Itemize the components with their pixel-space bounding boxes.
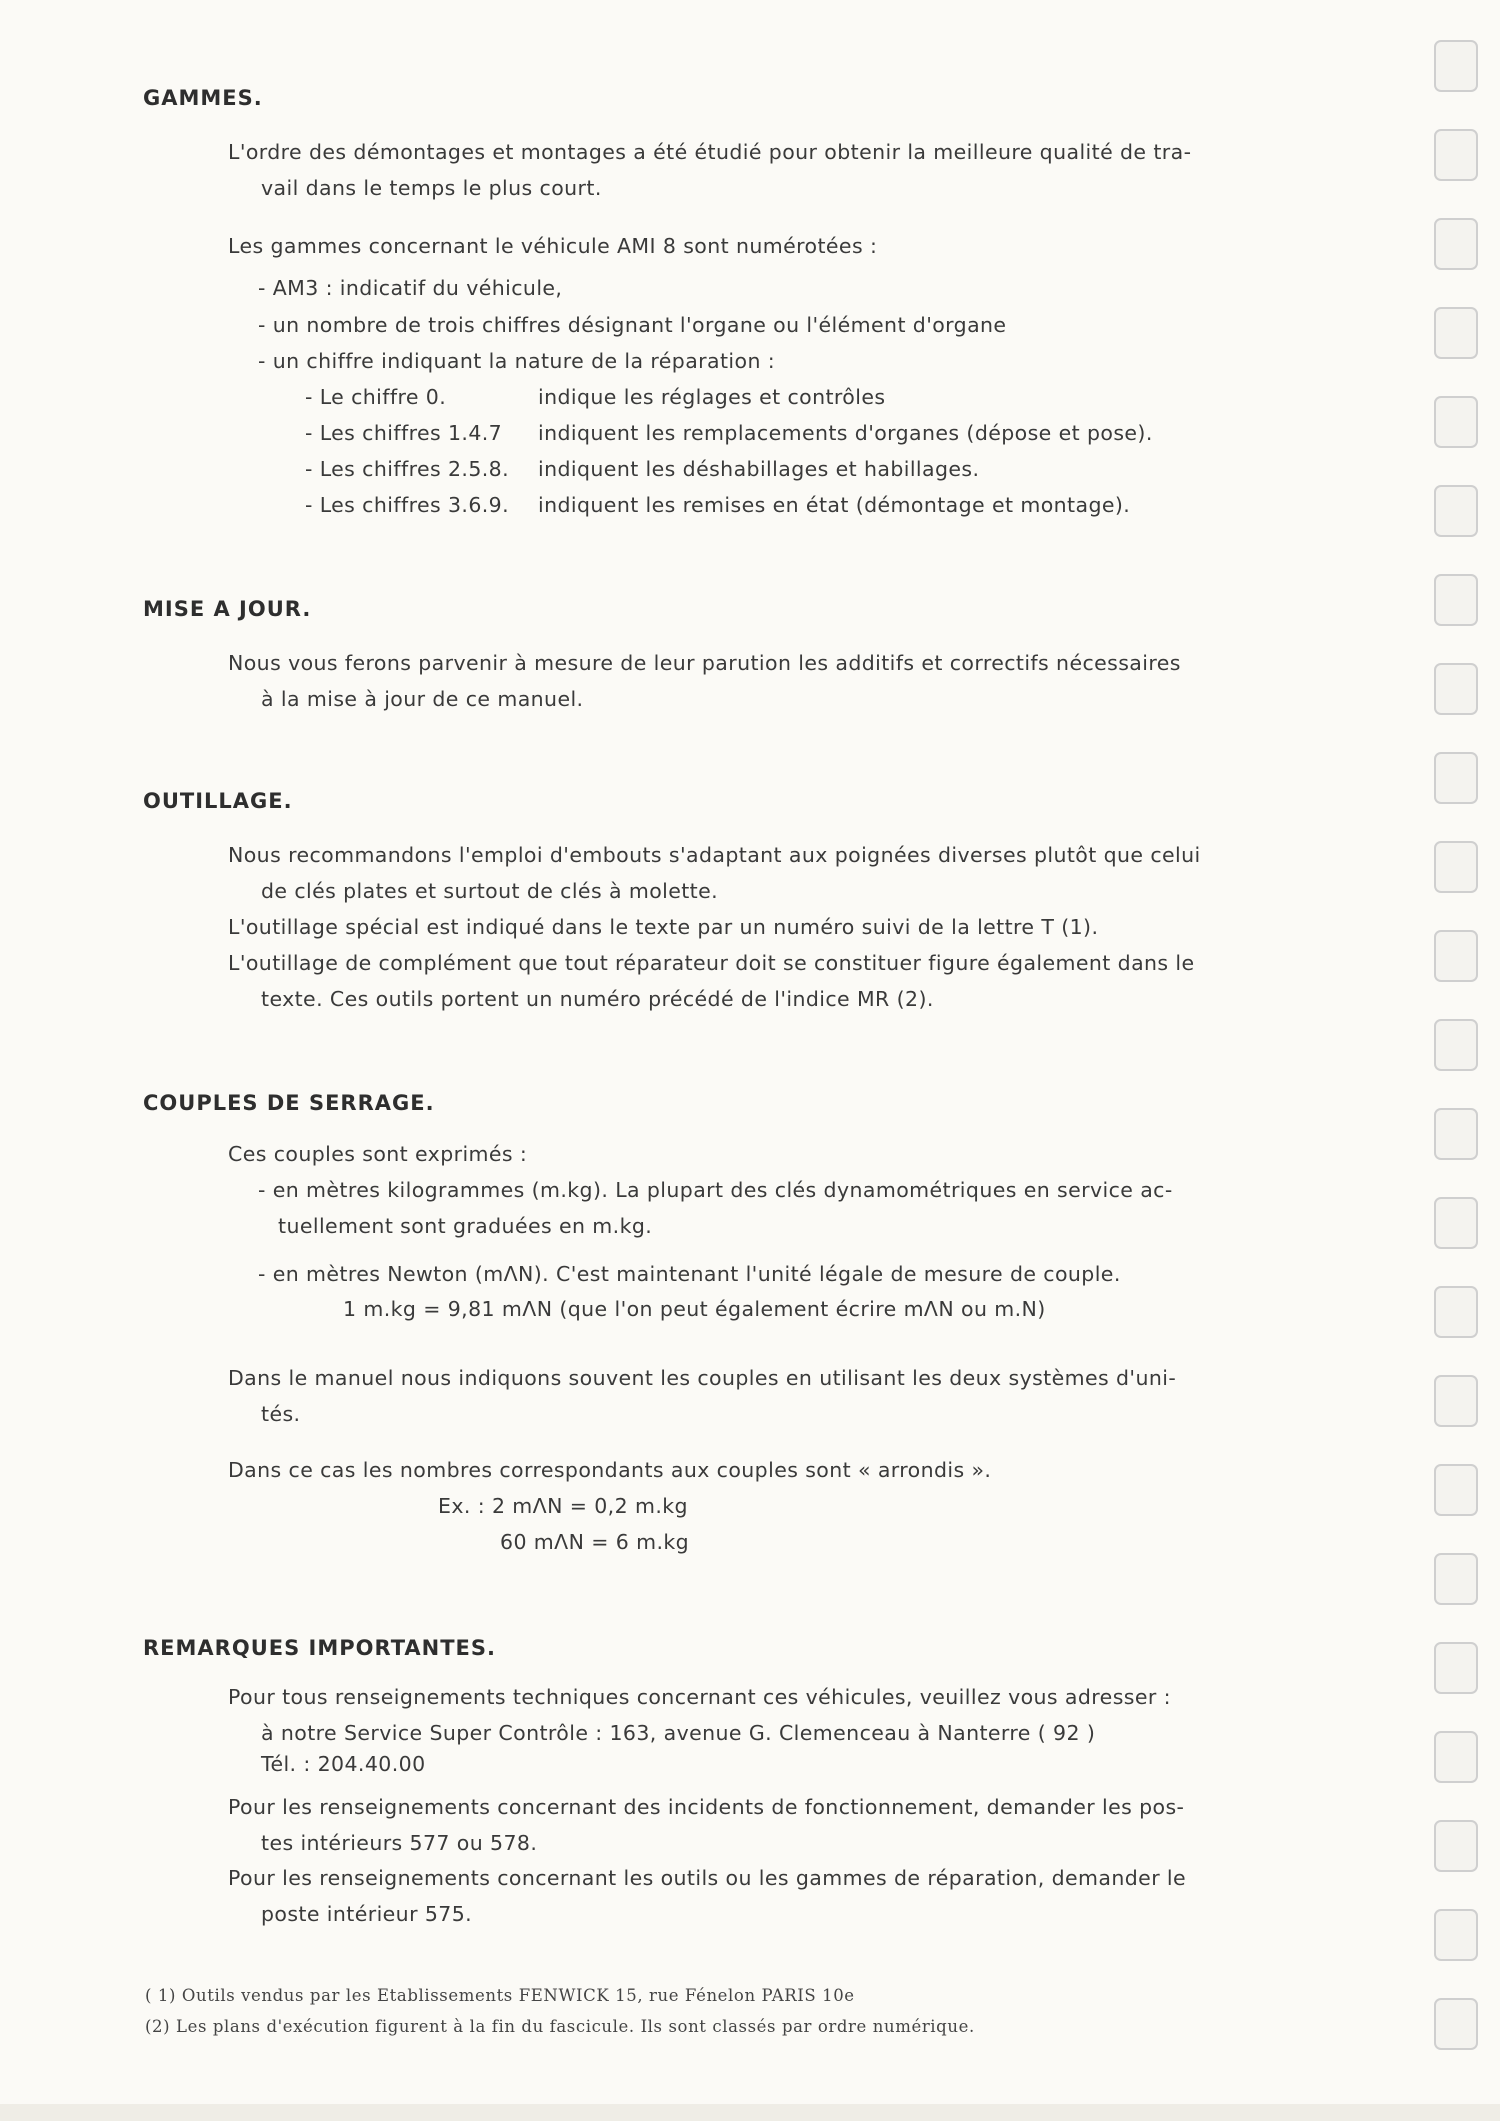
- remarques-phone: Tél. : 204.40.00: [261, 1752, 426, 1776]
- binder-hole: [1434, 574, 1478, 626]
- binder-hole: [1434, 485, 1478, 537]
- binder-hole: [1434, 1998, 1478, 2050]
- couples-example: 60 mΛN = 6 m.kg: [500, 1530, 690, 1554]
- remarques-line: Pour les renseignements concernant des incidents de fonctionnement, demander les pos-: [228, 1795, 1185, 1819]
- section-title-remarques-importantes: REMARQUES IMPORTANTES.: [143, 1636, 496, 1660]
- binder-hole: [1434, 1642, 1478, 1694]
- gammes-bullet: - un nombre de trois chiffres désignant l'organe ou l'élément d'organe: [258, 313, 1007, 337]
- remarques-address: à notre Service Super Contrôle : 163, avenue G. Clemenceau à Nanterre ( 92 ): [261, 1721, 1096, 1745]
- couples-line: Dans ce cas les nombres correspondants aux couples sont « arrondis ».: [228, 1458, 992, 1482]
- gammes-subitem-text: indique les réglages et contrôles: [538, 385, 886, 409]
- section-title-couples-de-serrage: COUPLES DE SERRAGE.: [143, 1091, 435, 1115]
- gammes-subitem-text: indiquent les déshabillages et habillages.: [538, 457, 980, 481]
- binder-hole: [1434, 129, 1478, 181]
- couples-conversion: 1 m.kg = 9,81 mΛN (que l'on peut également écrire mΛN ou m.N): [343, 1297, 1046, 1321]
- couples-line: tuellement sont graduées en m.kg.: [278, 1214, 653, 1238]
- couples-example: Ex. : 2 mΛN = 0,2 m.kg: [438, 1494, 688, 1518]
- binder-hole: [1434, 663, 1478, 715]
- gammes-paragraph-line: L'ordre des démontages et montages a été étudié pour obtenir la meilleure qualité de tra-: [228, 140, 1192, 164]
- section-title-mise-a-jour: MISE A JOUR.: [143, 597, 312, 621]
- gammes-subitem-label: - Les chiffres 1.4.7: [305, 421, 503, 445]
- remarques-line: tes intérieurs 577 ou 578.: [261, 1831, 538, 1855]
- binder-hole: [1434, 1464, 1478, 1516]
- outillage-line: de clés plates et surtout de clés à molette.: [261, 879, 719, 903]
- remarques-line: Pour les renseignements concernant les outils ou les gammes de réparation, demander le: [228, 1866, 1187, 1890]
- gammes-bullet: - un chiffre indiquant la nature de la réparation :: [258, 349, 776, 373]
- page-bottom-edge: [0, 2104, 1500, 2121]
- couples-line: Dans le manuel nous indiquons souvent les couples en utilisant les deux systèmes d'uni-: [228, 1366, 1177, 1390]
- mise-a-jour-line: à la mise à jour de ce manuel.: [261, 687, 584, 711]
- couples-line: - en mètres kilogrammes (m.kg). La plupart des clés dynamométriques en service ac-: [258, 1178, 1173, 1202]
- binder-hole: [1434, 1820, 1478, 1872]
- gammes-subitem-label: - Le chiffre 0.: [305, 385, 447, 409]
- binder-hole: [1434, 1731, 1478, 1783]
- gammes-subitem-label: - Les chiffres 2.5.8.: [305, 457, 510, 481]
- binder-hole: [1434, 307, 1478, 359]
- outillage-line: L'outillage spécial est indiqué dans le texte par un numéro suivi de la lettre T (1).: [228, 915, 1099, 939]
- binder-hole: [1434, 396, 1478, 448]
- gammes-subitem-text: indiquent les remplacements d'organes (dépose et pose).: [538, 421, 1153, 445]
- section-title-outillage: OUTILLAGE.: [143, 789, 293, 813]
- footnote-1: ( 1) Outils vendus par les Etablissements FENWICK 15, rue Fénelon PARIS 10e: [145, 1986, 855, 2005]
- couples-line: - en mètres Newton (mΛN). C'est maintenant l'unité légale de mesure de couple.: [258, 1262, 1121, 1286]
- couples-line: Ces couples sont exprimés :: [228, 1142, 528, 1166]
- binder-hole: [1434, 1909, 1478, 1961]
- binder-hole: [1434, 752, 1478, 804]
- binder-holes: [1428, 40, 1488, 2100]
- couples-line: tés.: [261, 1402, 301, 1426]
- binder-hole: [1434, 1108, 1478, 1160]
- binder-hole: [1434, 1553, 1478, 1605]
- remarques-line: poste intérieur 575.: [261, 1902, 473, 1926]
- gammes-paragraph-line: vail dans le temps le plus court.: [261, 176, 602, 200]
- remarques-line: Pour tous renseignements techniques concernant ces véhicules, veuillez vous adresser :: [228, 1685, 1171, 1709]
- binder-hole: [1434, 218, 1478, 270]
- outillage-line: texte. Ces outils portent un numéro précédé de l'indice MR (2).: [261, 987, 934, 1011]
- binder-hole: [1434, 1019, 1478, 1071]
- gammes-subitem-text: indiquent les remises en état (démontage et montage).: [538, 493, 1131, 517]
- binder-hole: [1434, 40, 1478, 92]
- binder-hole: [1434, 1286, 1478, 1338]
- binder-hole: [1434, 1197, 1478, 1249]
- gammes-bullet: - AM3 : indicatif du véhicule,: [258, 276, 563, 300]
- gammes-subitem-label: - Les chiffres 3.6.9.: [305, 493, 510, 517]
- gammes-intro: Les gammes concernant le véhicule AMI 8 sont numérotées :: [228, 234, 878, 258]
- binder-hole: [1434, 930, 1478, 982]
- binder-hole: [1434, 841, 1478, 893]
- mise-a-jour-line: Nous vous ferons parvenir à mesure de leur parution les additifs et correctifs nécessaires: [228, 651, 1181, 675]
- outillage-line: L'outillage de complément que tout réparateur doit se constituer figure également dans le: [228, 951, 1195, 975]
- outillage-line: Nous recommandons l'emploi d'embouts s'adaptant aux poignées diverses plutôt que celui: [228, 843, 1201, 867]
- footnote-2: (2) Les plans d'exécution figurent à la fin du fascicule. Ils sont classés par ordre numérique.: [145, 2017, 975, 2036]
- section-title-gammes: GAMMES.: [143, 86, 263, 110]
- binder-hole: [1434, 1375, 1478, 1427]
